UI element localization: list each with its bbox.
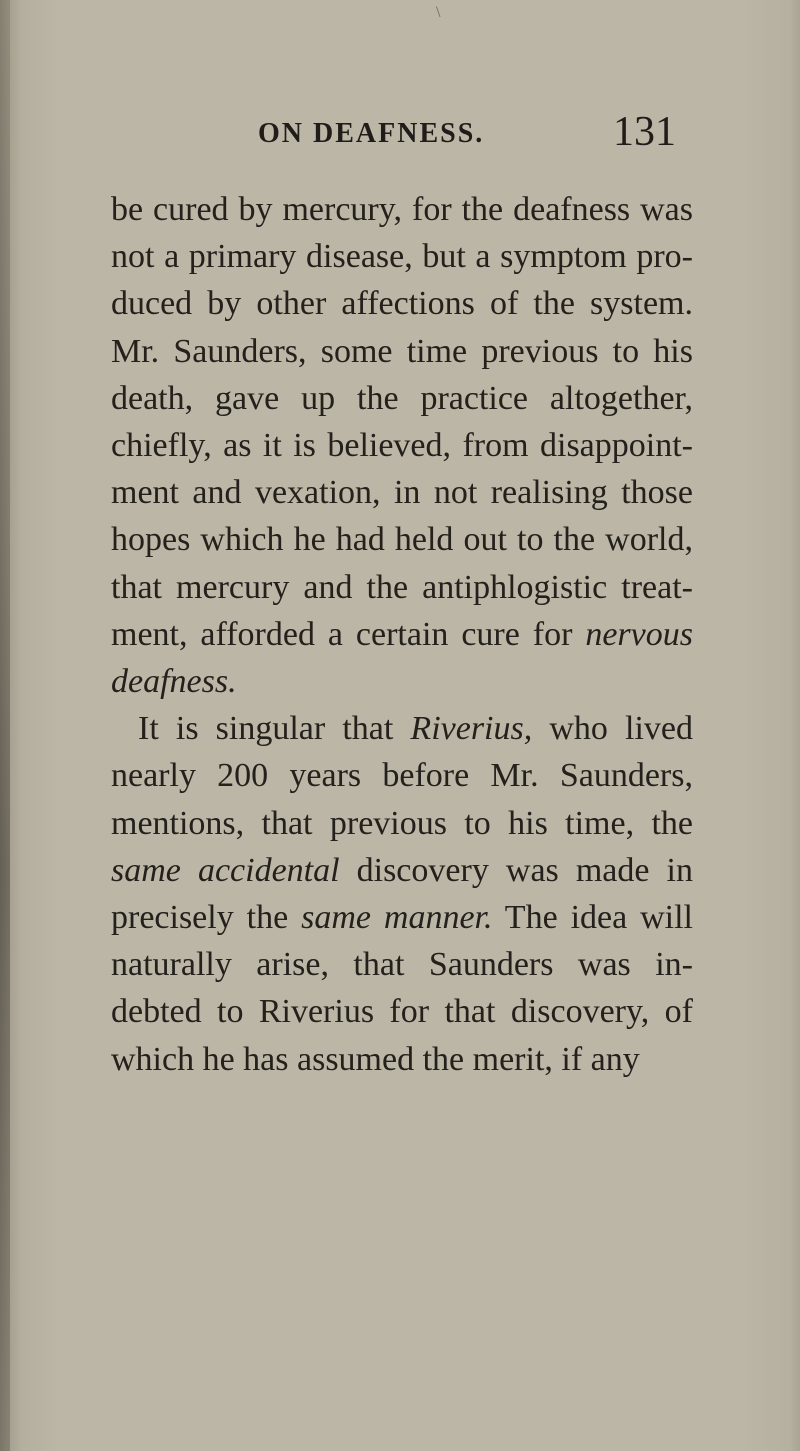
italic-term: nervous — [585, 615, 693, 653]
text-line: which he has assumed the merit, if any — [111, 1040, 640, 1078]
running-head — [0, 108, 800, 156]
text-line — [111, 658, 693, 705]
top-margin-mark: \ — [436, 4, 441, 21]
book-spine-shadow — [0, 0, 10, 1451]
text-line: death, gave up the practice altogether, — [111, 379, 693, 417]
text-line: nearly 200 years before Mr. Saunders, — [111, 757, 693, 795]
text-line: be cured by mercury, for the deafness was — [111, 191, 693, 228]
text-line: not a primary disease, but a symptom pro- — [111, 238, 693, 276]
text-line: mentions, that previous to his time, the — [111, 804, 693, 842]
text-line: precisely the same manner. The idea will — [111, 899, 694, 937]
running-head-title: ON DEAFNESS. — [258, 118, 485, 149]
body-text — [111, 186, 693, 1083]
text-line: ment and vexation, in not realising those — [111, 474, 693, 512]
page-number: 131 — [613, 109, 676, 155]
text-line: that mercury and the antiphlogistic treat- — [111, 568, 693, 606]
text-line: hopes which he had held out to the world, — [111, 521, 693, 559]
text-line: ment, afforded a certain cure for nervous — [111, 615, 693, 653]
italic-term: deafness. — [111, 663, 237, 701]
italic-term: same accidental — [111, 851, 340, 889]
text-line: naturally arise, that Saunders was in- — [111, 946, 693, 984]
italic-name: Riverius, — [410, 710, 533, 748]
text-line: It is singular that Riverius, who lived — [138, 710, 693, 748]
text-line: Mr. Saunders, some time previous to his — [111, 332, 693, 370]
italic-term: same manner. — [301, 899, 493, 937]
text-line: duced by other affections of the system. — [111, 285, 693, 323]
text-line: same accidental discovery was made in — [111, 851, 693, 889]
text-line: chiefly, as it is believed, from disappoint- — [111, 427, 693, 465]
text-line: debted to Riverius for that discovery, of — [111, 993, 693, 1031]
